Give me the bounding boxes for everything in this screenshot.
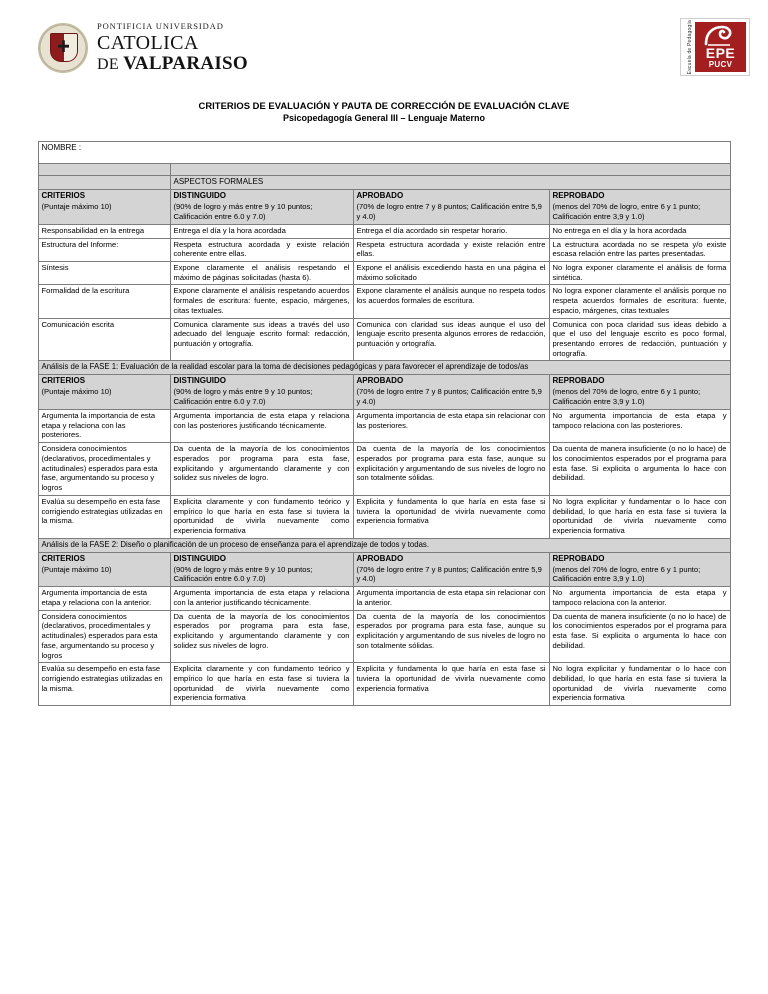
pucv-wordmark-line1: PONTIFICIA UNIVERSIDAD (97, 21, 224, 31)
section-band-row-1 (38, 361, 730, 375)
pucv-wordmark-valparaiso: VALPARAISO (123, 52, 248, 74)
cell-distinguido: Respeta estructura acordada y existe relación coherente entre ellas. (170, 238, 353, 261)
ionic-spiral-icon (703, 25, 733, 47)
cell-aprobado: Expone claramente el análisis aunque no respeta todos los acuerdos formales de escritura. (353, 285, 549, 318)
pucv-wordmark (97, 22, 248, 74)
cell-aprobado: Explicita y fundamenta lo que haría en esta fase si tuviera la oportunidad de vivirla nuevamente como experiencia formativa (353, 495, 549, 538)
section-band-0: ASPECTOS FORMALES (170, 176, 730, 190)
section-band-row-0 (38, 176, 730, 190)
band-spacer-right (170, 164, 730, 176)
cell-criterio: Comunicación escrita (38, 318, 170, 361)
colhead-detail-1-3: (menos del 70% de logro, entre 6 y 1 punto; Calificación entre 3,9 y 1.0) (552, 387, 701, 407)
colhead-distinguido-1 (170, 375, 353, 410)
table-row (38, 224, 730, 238)
cell-reprobado: No argumenta importancia de esta etapa y tampoco relaciona con la anterior. (549, 587, 730, 610)
cell-aprobado: Expone el análisis excediendo hasta en una página el máximo solicitado (353, 262, 549, 285)
colhead-title-2-0: CRITERIOS (41, 553, 86, 563)
cell-distinguido: Da cuenta de la mayoría de los conocimientos esperados por programa para esta fase, explicitando y argumentando claramente y con solidez sus niveles de logro. (170, 443, 353, 496)
colhead-distinguido-0 (170, 190, 353, 225)
cell-aprobado: Da cuenta de la mayoría de los conocimientos esperados por programa para esta fase, aunque su explicitación y argumentando de sus niveles de logro no son totalmente sólidas. (353, 610, 549, 663)
table-row (38, 262, 730, 285)
colhead-detail-0-3: (menos del 70% de logro, entre 6 y 1 punto; Calificación entre 3,9 y 1.0) (552, 202, 701, 221)
colhead-reprobado-2 (549, 552, 730, 587)
cell-criterio: Responsabilidad en la entrega (38, 224, 170, 238)
colhead-title-1-3: REPROBADO (552, 376, 605, 386)
section-band-blank-0 (38, 176, 170, 190)
table-row (38, 610, 730, 663)
epe-vertical-label (684, 19, 695, 75)
epe-red-block (695, 22, 746, 72)
cell-distinguido: Explicita claramente y con fundamento teórico y empírico lo que haría en esta fase si tuviera la oportunidad de vivirla nuevamente como experiencia formativa (170, 495, 353, 538)
colhead-reprobado-1 (549, 375, 730, 410)
cell-distinguido: Expone claramente el análisis respetando acuerdos formales de escritura: fuente, espacio, márgenes, citas textuales. (170, 285, 353, 318)
cell-aprobado: Respeta estructura acordada y existe relación entre ellas. (353, 238, 549, 261)
band-spacer-row (38, 164, 730, 176)
table-row (38, 285, 730, 318)
cell-distinguido: Argumenta importancia de esta etapa y relaciona con la anterior justificando técnicamente. (170, 587, 353, 610)
cell-reprobado: No entrega en el día y la hora acordada (549, 224, 730, 238)
nombre-field[interactable]: NOMBRE : (38, 142, 730, 164)
cell-aprobado: Entrega el día acordado sin respetar horario. (353, 224, 549, 238)
colhead-detail-1-0: (Puntaje máximo 10) (41, 387, 112, 397)
cell-aprobado: Argumenta importancia de esta etapa sin relacionar con las posteriores. (353, 410, 549, 443)
cell-criterio: Considera conocimientos (declarativos, procedimentales y actitudinales) esperados para esta fase, argumentando su proceso y logros (38, 610, 170, 663)
table-row (38, 410, 730, 443)
cell-aprobado: Explicita y fundamenta lo que haría en esta fase si tuviera la oportunidad de vivirla nuevamente como experiencia formativa (353, 663, 549, 706)
cell-criterio: Argumenta importancia de esta etapa y relaciona con la anterior. (38, 587, 170, 610)
cell-aprobado: Argumenta importancia de esta etapa sin relacionar con la anterior. (353, 587, 549, 610)
cell-reprobado: No argumenta importancia de esta etapa y tampoco relaciona con las posteriores. (549, 410, 730, 443)
colhead-title-0-2: APROBADO (356, 191, 404, 201)
epe-vertical-text: Escuela de Pedagogía (686, 19, 693, 75)
cell-criterio: Síntesis (38, 262, 170, 285)
colhead-aprobado-0 (353, 190, 549, 225)
colhead-title-1-0: CRITERIOS (41, 376, 86, 386)
colhead-detail-2-3: (menos del 70% de logro, entre 6 y 1 punto; Calificación entre 3,9 y 1.0) (552, 564, 701, 584)
cell-aprobado: Da cuenta de la mayoría de los conocimientos esperados por programa para esta fase, aunque su explicitación y argumentando de sus niveles de logro no son totalmente sólidas. (353, 443, 549, 496)
cell-criterio: Formalidad de la escritura (38, 285, 170, 318)
colhead-title-2-2: APROBADO (356, 553, 404, 563)
cell-aprobado: Comunica con claridad sus ideas aunque el uso del lenguaje escrito presenta algunos errores de redacción, puntuación y ortografía. (353, 318, 549, 361)
colhead-detail-1-1: (90% de logro y más entre 9 y 10 puntos; Calificación entre 6.0 y 7.0) (173, 387, 313, 407)
cell-distinguido: Entrega el día y la hora acordada (170, 224, 353, 238)
colhead-aprobado-2 (353, 552, 549, 587)
epe-subtitle: PUCV (708, 60, 733, 70)
table-row (38, 495, 730, 538)
cell-reprobado: Da cuenta de manera insuficiente (o no lo hace) de los conocimientos esperados por el programa para esta fase. Si explicita o argumenta lo hace con debilidad. (549, 443, 730, 496)
cell-criterio: Estructura del Informe: (38, 238, 170, 261)
cell-distinguido: Comunica claramente sus ideas a través del uso adecuado del lenguaje escrito formal: redacción, puntuación y ortografía. (170, 318, 353, 361)
cell-reprobado: No logra exponer claramente el análisis de forma sintética. (549, 262, 730, 285)
colhead-title-2-1: DISTINGUIDO (173, 553, 226, 563)
cell-distinguido: Da cuenta de la mayoría de los conocimientos esperados por programa para esta fase, explicitando y argumentando claramente y con solidez sus niveles de logro. (170, 610, 353, 663)
cell-criterio: Evalúa su desempeño en esta fase corrigiendo estrategias utilizadas en la misma. (38, 495, 170, 538)
cell-reprobado: No logra exponer claramente el análisis porque no respeta acuerdos formales de escritura: fuente, espacio, márgenes, citas textuales (549, 285, 730, 318)
band-spacer-left (38, 164, 170, 176)
pucv-wordmark-line3 (97, 54, 248, 75)
epe-logo (680, 18, 750, 76)
cell-criterio: Considera conocimientos (declarativos, procedimentales y actitudinales) esperados para esta fase, argumentando su proceso y logros (38, 443, 170, 496)
cell-criterio: Argumenta la importancia de esta etapa y relaciona con las posteriores. (38, 410, 170, 443)
colhead-criterios-2 (38, 552, 170, 587)
colhead-detail-2-1: (90% de logro y más entre 9 y 10 puntos; Calificación entre 6.0 y 7.0) (173, 564, 313, 584)
colhead-detail-2-2: (70% de logro entre 7 y 8 puntos; Calificación entre 5,9 y 4.0) (356, 564, 542, 584)
colhead-title-0-3: REPROBADO (552, 191, 605, 201)
column-header-row-1 (38, 375, 730, 410)
table-row (38, 587, 730, 610)
table-row (38, 238, 730, 261)
colhead-detail-0-0: (Puntaje máximo 10) (41, 202, 112, 212)
cell-reprobado: Da cuenta de manera insuficiente (o no lo hace) de los conocimientos esperados por el programa para esta fase. Si explicita o argumenta lo hace con debilidad. (549, 610, 730, 663)
colhead-title-1-1: DISTINGUIDO (173, 376, 226, 386)
epe-initials: EPE (705, 45, 736, 62)
cell-distinguido: Explicita claramente y con fundamento teórico y empírico lo que haría en esta fase si tuviera la oportunidad de vivirla nuevamente como experiencia formativa (170, 663, 353, 706)
colhead-distinguido-2 (170, 552, 353, 587)
section-band-2: Análisis de la FASE 2: Diseño o planificación de un proceso de enseñanza para el aprendizaje de todos y todas. (38, 538, 730, 552)
colhead-title-1-2: APROBADO (356, 376, 404, 386)
nombre-row (38, 142, 730, 164)
colhead-detail-1-2: (70% de logro entre 7 y 8 puntos; Calificación entre 5,9 y 4.0) (356, 387, 542, 407)
cell-distinguido: Argumenta importancia de esta etapa y relaciona con las posteriores justificando técnicamente. (170, 410, 353, 443)
cell-reprobado: No logra explicitar y fundamentar o lo hace con debilidad, lo que haría en esta fase si tuviera la oportunidad de vivirla nuevamente como experiencia formativa (549, 663, 730, 706)
pucv-wordmark-line2: CATOLICA (97, 31, 199, 54)
colhead-criterios-1 (38, 375, 170, 410)
cell-reprobado: No logra explicitar y fundamentar o lo hace con debilidad, lo que haría en esta fase si tuviera la oportunidad de vivirla nuevamente como experiencia formativa (549, 495, 730, 538)
section-band-1: Análisis de la FASE 1: Evaluación de la realidad escolar para la toma de decisiones pedagógicas y para favorecer el aprendizaje de todos/as (38, 361, 730, 375)
cell-criterio: Evalúa su desempeño en esta fase corrigiendo estrategias utilizadas en la misma. (38, 663, 170, 706)
section-band-row-2 (38, 538, 730, 552)
cell-reprobado: Comunica con poca claridad sus ideas debido a que el uso del lenguaje escrito es poco formal, presentando errores de redacción, puntuación y ortografía. (549, 318, 730, 361)
table-row (38, 318, 730, 361)
colhead-reprobado-0 (549, 190, 730, 225)
colhead-criterios-0 (38, 190, 170, 225)
table-row (38, 443, 730, 496)
page-title: CRITERIOS DE EVALUACIÓN Y PAUTA DE CORRECCIÓN DE EVALUACIÓN CLAVE (198, 100, 570, 111)
rubric-table (38, 141, 731, 706)
logo-row (0, 0, 768, 78)
pucv-logo (38, 22, 248, 74)
column-header-row-2 (38, 552, 730, 587)
pucv-crest-icon (38, 23, 88, 73)
cell-distinguido: Expone claramente el análisis respetando el máximo de páginas solicitadas (hasta 6). (170, 262, 353, 285)
colhead-title-0-1: DISTINGUIDO (173, 191, 226, 201)
colhead-detail-2-0: (Puntaje máximo 10) (41, 564, 112, 574)
colhead-detail-0-2: (70% de logro entre 7 y 8 puntos; Calificación entre 5,9 y 4.0) (356, 202, 542, 221)
page-subtitle: Psicopedagogía General III – Lenguaje Materno (282, 113, 486, 123)
column-header-row-0 (38, 190, 730, 225)
colhead-title-0-0: CRITERIOS (41, 191, 86, 201)
cell-reprobado: La estructura acordada no se respeta y/o existe escasa relación entre las partes presentadas. (549, 238, 730, 261)
table-row (38, 663, 730, 706)
colhead-detail-0-1: (90% de logro y más entre 9 y 10 puntos; Calificación entre 6.0 y 7.0) (173, 202, 313, 221)
pucv-wordmark-de: DE (97, 55, 124, 73)
rubric-body (38, 142, 730, 706)
colhead-aprobado-1 (353, 375, 549, 410)
colhead-title-2-3: REPROBADO (552, 553, 605, 563)
